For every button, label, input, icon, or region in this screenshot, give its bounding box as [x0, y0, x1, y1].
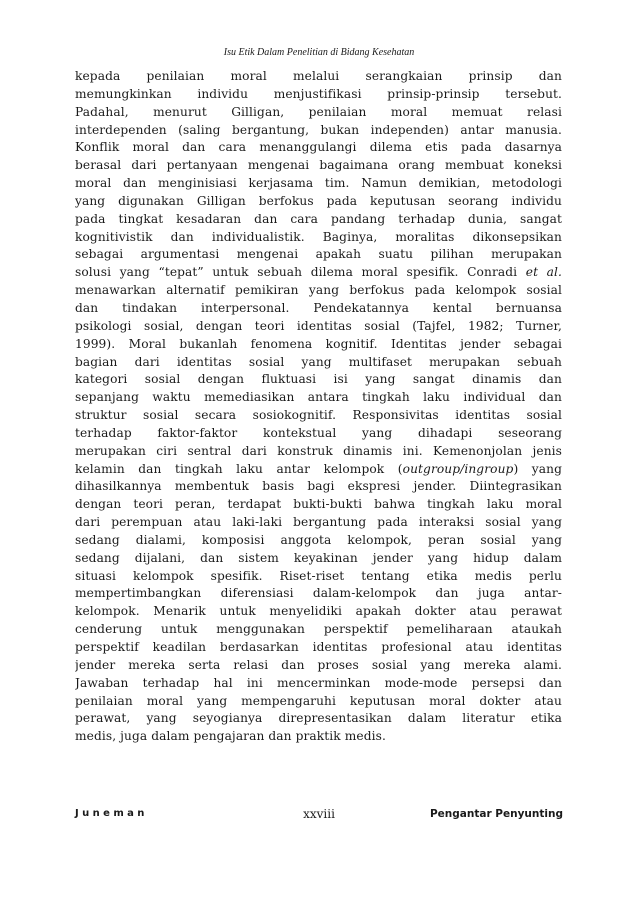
text-line [75, 443, 562, 461]
text-segment: sedang dijalani, dan sistem keyakinan jender yang hidup dalam [75, 550, 562, 565]
text-line [75, 728, 562, 746]
text-line [75, 193, 562, 211]
text-segment: merupakan ciri sentral dari konstruk dinamis ini. Kemenonjolan jenis [75, 443, 562, 458]
text-segment: Padahal, menurut Gilligan, penilaian moral memuat relasi [75, 104, 562, 119]
text-line [75, 175, 562, 193]
text-line [75, 246, 562, 264]
text-segment: jender mereka serta relasi dan proses sosial yang mereka alami. [75, 657, 562, 672]
text-segment: kepada penilaian moral melalui serangkaian prinsip dan [75, 69, 562, 83]
text-segment: cenderung untuk menggunakan perspektif pemeliharaan ataukah [75, 622, 562, 637]
text-segment: medis, juga dalam pengajaran dan praktik medis. [75, 729, 386, 744]
footer-section-title: Pengantar Penyunting [429, 808, 563, 820]
text-line [75, 104, 562, 122]
text-line [75, 425, 562, 443]
text-line [75, 300, 562, 318]
footer-author: Juneman [75, 808, 148, 819]
text-line [75, 264, 562, 282]
text-line [75, 710, 562, 728]
text-segment: interdependen (saling bergantung, bukan independen) antar manusia. [75, 122, 562, 137]
text-line [75, 318, 562, 336]
text-line [75, 639, 562, 657]
text-segment: psikologi sosial, dengan teori identitas sosial (Tajfel, 1982; Turner, [75, 318, 562, 333]
text-segment: solusi yang “tepat” untuk sebuah dilema moral spesifik. Conradi [75, 265, 526, 280]
text-segment: sepanjang waktu memediasikan antara tingkah laku individual dan [75, 390, 562, 405]
text-segment: yang digunakan Gilligan berfokus pada keputusan seorang individu [75, 193, 562, 208]
text-line [75, 496, 562, 514]
text-line [75, 407, 562, 425]
text-line [75, 603, 562, 621]
text-segment: situasi kelompok spesifik. Riset-riset tentang etika medis perlu [75, 568, 562, 583]
text-line [75, 389, 562, 407]
text-segment: kognitivistik dan individualistik. Baginya, moralitas dikonsepsikan [75, 229, 562, 244]
page-number: xxviii [303, 807, 335, 821]
body-paragraph [75, 68, 562, 746]
text-line [75, 68, 562, 86]
text-segment: struktur sosial secara sosiokognitif. Responsivitas identitas sosial [75, 408, 562, 423]
text-line [75, 675, 562, 693]
italic-term: et al. [525, 265, 562, 280]
text-line [75, 550, 562, 568]
text-segment: mempertimbangkan diferensiasi dalam-kelompok dan juga antar- [75, 586, 562, 601]
text-segment: dihasilkannya membentuk basis bagi ekspresi jender. Diintegrasikan [75, 479, 562, 494]
text-segment: menawarkan alternatif pemikiran yang berfokus pada kelompok sosial [75, 283, 562, 298]
text-line [75, 693, 562, 711]
text-line [75, 568, 562, 586]
text-line [75, 371, 562, 389]
text-segment: Jawaban terhadap hal ini mencerminkan mode-mode persepsi dan [75, 675, 562, 690]
text-segment: ) yang [513, 461, 562, 476]
italic-term: outgroup/ingroup [402, 461, 514, 476]
text-line [75, 532, 562, 550]
text-line [75, 585, 562, 603]
text-line [75, 336, 562, 354]
text-segment: memungkinkan individu menjustifikasi prinsip-prinsip tersebut. [75, 86, 562, 101]
text-segment: dengan teori peran, terdapat bukti-bukti bahwa tingkah laku moral [75, 497, 562, 512]
text-line [75, 514, 562, 532]
text-line [75, 461, 562, 479]
text-segment: sedang dialami, komposisi anggota kelompok, peran sosial yang [75, 532, 562, 547]
text-segment: moral dan menginisiasi kerjasama tim. Namun demikian, metodologi [75, 176, 562, 191]
text-segment: kelamin dan tingkah laku antar kelompok ( [75, 461, 403, 476]
text-segment: penilaian moral yang mempengaruhi keputusan moral dokter atau [75, 693, 562, 708]
text-segment: bagian dari identitas sosial yang multifaset merupakan sebuah [75, 354, 562, 369]
text-line [75, 621, 562, 639]
text-line [75, 157, 562, 175]
text-segment: terhadap faktor-faktor kontekstual yang dihadapi seseorang [75, 425, 562, 440]
text-line [75, 478, 562, 496]
text-line [75, 354, 562, 372]
text-segment: berasal dari pertanyaan mengenai bagaimana orang membuat koneksi [75, 158, 562, 173]
text-segment: perspektif keadilan berdasarkan identitas profesional atau identitas [75, 640, 562, 654]
text-segment: dan tindakan interpersonal. Pendekatannya kental bernuansa [75, 300, 562, 315]
text-line [75, 229, 562, 247]
text-line [75, 86, 562, 104]
text-segment: pada tingkat kesadaran dan cara pandang terhadap dunia, sangat [75, 211, 562, 226]
text-segment: dari perempuan atau laki-laki bergantung pada interaksi sosial yang [75, 515, 562, 530]
text-line [75, 282, 562, 300]
text-line [75, 211, 562, 229]
text-line [75, 122, 562, 140]
text-line [75, 139, 562, 157]
text-segment: 1999). Moral bukanlah fenomena kognitif. Identitas jender sebagai [75, 336, 562, 351]
text-line [75, 657, 562, 675]
text-segment: Konflik moral dan cara menanggulangi dilema etis pada dasarnya [75, 140, 562, 155]
text-segment: kelompok. Menarik untuk menyelidiki apakah dokter atau perawat [75, 604, 562, 619]
text-segment: kategori sosial dengan fluktuasi isi yang sangat dinamis dan [75, 372, 562, 387]
running-header-title: Isu Etik Dalam Penelitian di Bidang Kesehatan [223, 47, 415, 58]
running-footer [75, 806, 563, 822]
text-segment: sebagai argumentasi mengenai apakah suatu pilihan merupakan [75, 247, 562, 262]
text-segment: perawat, yang seyogianya direpresentasikan dalam literatur etika [75, 711, 562, 726]
